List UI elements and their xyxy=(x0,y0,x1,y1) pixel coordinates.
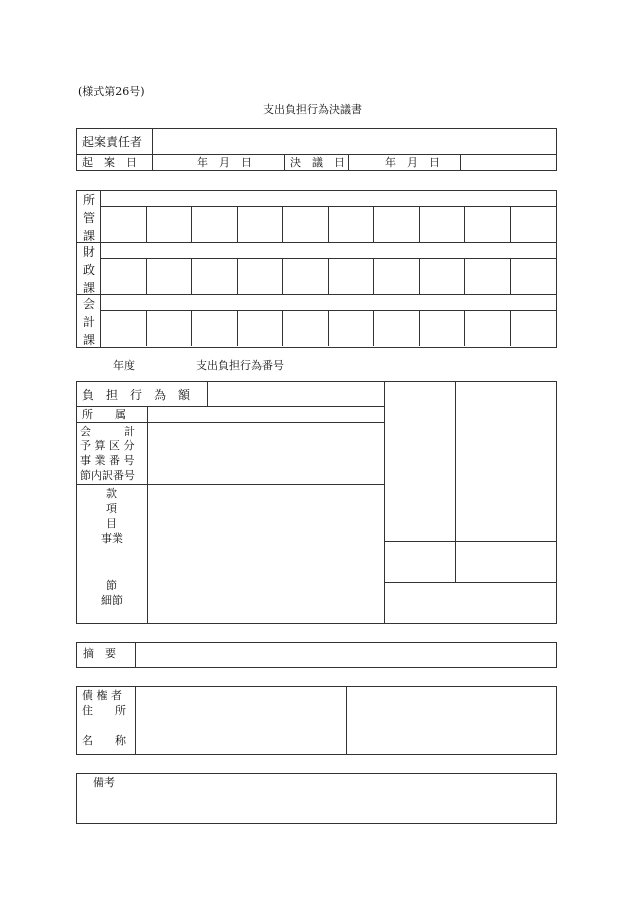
approval-header-field[interactable] xyxy=(101,191,556,206)
approval-stamp-cell[interactable] xyxy=(511,207,557,242)
approval-stamp-cell[interactable] xyxy=(374,259,419,294)
decision-date-label: 決 議 日 xyxy=(290,156,345,169)
approval-stamp-cell[interactable] xyxy=(192,207,237,242)
affiliation-field[interactable] xyxy=(148,407,383,421)
creditor-field[interactable] xyxy=(136,687,345,754)
form-number: (様式第26号) xyxy=(78,85,145,98)
approval-label-zaisei: 財 政 課 xyxy=(82,245,95,295)
approval-stamp-cell[interactable] xyxy=(238,207,282,242)
accounting-field[interactable] xyxy=(148,423,383,483)
approval-stamp-cell[interactable] xyxy=(147,311,191,346)
summary-field[interactable] xyxy=(136,643,555,667)
creditor-extra-field[interactable] xyxy=(347,687,555,754)
approval-stamp-cell[interactable] xyxy=(283,207,328,242)
header-extra-field[interactable] xyxy=(461,155,555,170)
approval-stamp-cell[interactable] xyxy=(511,311,557,346)
moku-label: 目 xyxy=(106,517,117,530)
budget-division-label: 予 算 区 分 xyxy=(80,439,135,452)
approval-stamp-cell[interactable] xyxy=(374,207,419,242)
approval-stamp-cell[interactable] xyxy=(238,259,282,294)
approval-stamp-cell[interactable] xyxy=(101,311,146,346)
accounting-label: 会 計 xyxy=(80,425,135,438)
approval-stamp-cell[interactable] xyxy=(420,207,464,242)
approval-stamp-cell[interactable] xyxy=(511,259,557,294)
fiscal-year-label: 年度 xyxy=(113,359,135,372)
name-label: 名 称 xyxy=(82,734,126,747)
approval-stamp-cell[interactable] xyxy=(465,207,510,242)
approval-stamp-cell[interactable] xyxy=(420,259,464,294)
draft-date-label: 起 案 日 xyxy=(82,156,137,169)
project-label: 事業 xyxy=(101,532,123,545)
approval-stamp-cell[interactable] xyxy=(238,311,282,346)
approval-stamp-cell[interactable] xyxy=(420,311,464,346)
sub-section-label: 細節 xyxy=(101,594,123,607)
approval-stamp-cell[interactable] xyxy=(283,259,328,294)
approval-stamp-cell[interactable] xyxy=(329,207,373,242)
summary-label: 摘 要 xyxy=(83,647,116,660)
creditor-label: 債 権 者 xyxy=(82,689,122,702)
approval-stamp-cell[interactable] xyxy=(465,311,510,346)
project-number-label: 事 業 番 号 xyxy=(80,454,135,467)
approval-stamp-cell[interactable] xyxy=(192,311,237,346)
approval-stamp-cell[interactable] xyxy=(329,311,373,346)
remarks-label: 備考 xyxy=(93,776,115,789)
section-breakdown-label: 節内訳番号 xyxy=(80,469,135,482)
affiliation-label: 所 属 xyxy=(82,408,126,421)
expenditure-number-label: 支出負担行為番号 xyxy=(196,359,284,372)
approval-stamp-cell[interactable] xyxy=(147,207,191,242)
approval-stamp-cell[interactable] xyxy=(465,259,510,294)
setsu-label: 節 xyxy=(106,579,117,592)
kou-label: 項 xyxy=(106,502,117,515)
address-label: 住 所 xyxy=(82,704,126,717)
drafter-field[interactable] xyxy=(153,129,555,153)
approval-stamp-cell[interactable] xyxy=(101,259,146,294)
decision-date-field[interactable]: 年 月 日 xyxy=(385,156,440,169)
approval-stamp-cell[interactable] xyxy=(147,259,191,294)
draft-date-field[interactable]: 年 月 日 xyxy=(197,156,252,169)
approval-label-kaikei: 会 計 課 xyxy=(82,297,95,347)
approval-header-field[interactable] xyxy=(101,243,556,258)
document-title: 支出負担行為決議書 xyxy=(263,103,362,116)
approval-stamp-cell[interactable] xyxy=(283,311,328,346)
remarks-field[interactable] xyxy=(77,790,555,823)
kan-label: 款 xyxy=(106,487,117,500)
approval-stamp-cell[interactable] xyxy=(192,259,237,294)
approval-header-field[interactable] xyxy=(101,295,556,310)
amount-label: 負 担 行 為 額 xyxy=(82,388,191,402)
amount-field[interactable] xyxy=(208,382,383,405)
approval-label-shokan: 所 管 課 xyxy=(82,193,95,243)
budget-item-field[interactable] xyxy=(148,485,383,623)
approval-stamp-cell[interactable] xyxy=(329,259,373,294)
approval-stamp-cell[interactable] xyxy=(101,207,146,242)
approval-stamp-cell[interactable] xyxy=(374,311,419,346)
drafter-label: 起案責任者 xyxy=(82,135,143,149)
